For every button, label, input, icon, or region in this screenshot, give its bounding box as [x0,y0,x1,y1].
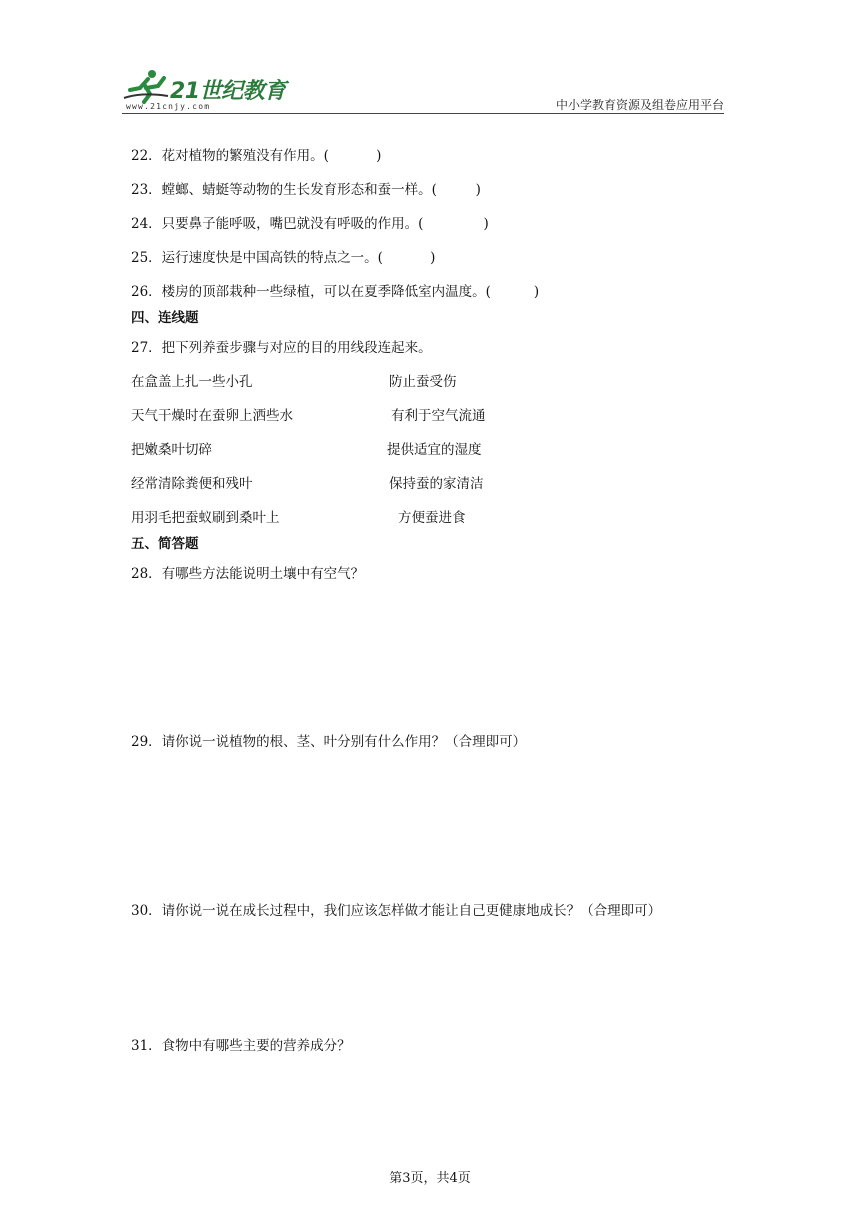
header-divider [122,113,724,114]
question-31: 31．食物中有哪些主要的营养成分？ [131,1038,351,1054]
match-right-1: 防止蚕受伤 [389,374,457,390]
question-25: 25．运行速度快是中国高铁的特点之一。( ) [131,250,436,266]
section-title-matching: 四、连线题 [131,310,199,326]
question-26: 26．楼房的顶部栽种一些绿植，可以在夏季降低室内温度。( ) [131,284,540,300]
question-23: 23．螳螂、蜻蜓等动物的生长发育形态和蚕一样。( ) [131,182,481,198]
question-30: 30．请你说一说在成长过程中，我们应该怎样做才能让自己更健康地成长？（合理即可） [131,903,662,919]
logo-url: www.21cnjy.com [126,102,211,111]
match-left-3: 把嫩桑叶切碎 [131,442,212,458]
platform-title: 中小学教育资源及组卷应用平台 [555,98,724,112]
match-left-2: 天气干燥时在蚕卵上洒些水 [131,408,293,424]
page-header [122,66,724,116]
match-right-4: 保持蚕的家清洁 [389,476,484,492]
match-right-2: 有利于空气流通 [391,408,486,424]
logo [122,66,302,114]
runner-icon [122,68,170,104]
question-28: 28．有哪些方法能说明土壤中有空气？ [131,566,365,582]
match-right-5: 方便蚕进食 [398,510,466,526]
page-footer: 第3页，共4页 [389,1171,471,1186]
section-title-short-answer: 五、简答题 [131,536,199,552]
question-24: 24．只要鼻子能呼吸，嘴巴就没有呼吸的作用。( ) [131,216,489,232]
logo-text: 21世纪教育 [170,79,286,104]
match-left-5: 用羽毛把蚕蚁刷到桑叶上 [131,510,280,526]
match-left-1: 在盒盖上扎一些小孔 [131,374,253,390]
question-27: 27．把下列养蚕步骤与对应的目的用线段连起来。 [131,340,432,356]
match-right-3: 提供适宜的湿度 [387,442,482,458]
question-29: 29．请你说一说植物的根、茎、叶分别有什么作用？（合理即可） [131,734,527,750]
question-22: 22．花对植物的繁殖没有作用。( ) [131,148,382,164]
match-left-4: 经常清除粪便和残叶 [131,476,253,492]
